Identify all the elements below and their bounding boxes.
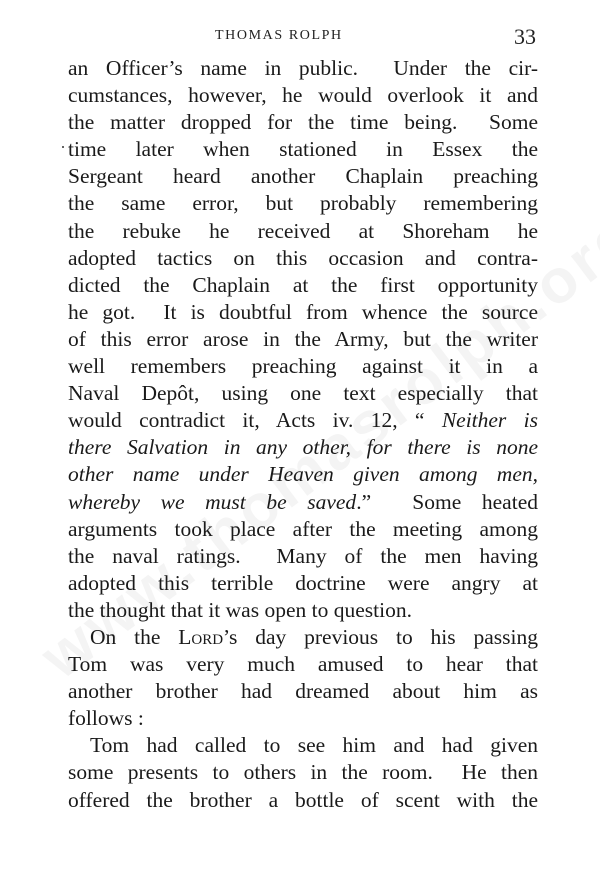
running-title: THOMAS ROLPH bbox=[215, 28, 343, 43]
text-line bbox=[68, 82, 538, 109]
text-line bbox=[68, 407, 538, 434]
text-segment: he got. It is doubtful from whence the source bbox=[68, 299, 538, 324]
text-segment: Sergeant heard another Chaplain preaching bbox=[68, 164, 538, 189]
body-text bbox=[68, 55, 538, 814]
text-segment: Tom was very much amused to hear that bbox=[68, 652, 538, 677]
text-segment: the matter dropped for the time being. Some bbox=[68, 110, 538, 135]
text-segment: would contradict it, Acts iv. 12, “ bbox=[68, 408, 442, 433]
text-line bbox=[68, 272, 538, 299]
text-segment: .” Some heated bbox=[356, 489, 538, 514]
text-segment: the rebuke he received at Shoreham he bbox=[68, 218, 538, 243]
text-segment: arguments took place after the meeting among bbox=[68, 516, 538, 541]
page-header bbox=[0, 22, 600, 52]
text-segment: cumstances, however, he would overlook it and bbox=[68, 83, 538, 108]
text-line bbox=[68, 597, 538, 624]
text-line bbox=[68, 489, 538, 516]
text-line bbox=[68, 787, 538, 814]
text-line bbox=[68, 570, 538, 597]
text-line bbox=[68, 55, 538, 82]
text-segment: Neither is bbox=[441, 408, 538, 433]
text-segment: the thought that it was open to question. bbox=[68, 597, 412, 622]
text-line bbox=[68, 190, 538, 217]
text-line bbox=[68, 516, 538, 543]
text-segment: Lord bbox=[178, 624, 224, 649]
text-segment: time later when stationed in Essex the bbox=[68, 137, 538, 162]
text-line bbox=[68, 732, 538, 759]
text-segment: On the bbox=[90, 624, 179, 649]
text-line bbox=[68, 434, 538, 461]
text-line bbox=[68, 218, 538, 245]
text-line bbox=[68, 651, 538, 678]
text-segment: well remembers preaching against it in a bbox=[68, 354, 538, 379]
text-line bbox=[68, 380, 538, 407]
text-segment: some presents to others in the room. He then bbox=[68, 760, 538, 785]
text-line bbox=[68, 163, 538, 190]
text-segment: ’s day previous to his passing bbox=[223, 624, 538, 649]
page-number: 33 bbox=[514, 24, 536, 49]
text-line bbox=[68, 624, 538, 651]
text-line bbox=[68, 705, 538, 732]
text-segment: the naval ratings. Many of the men having bbox=[68, 543, 538, 568]
text-segment: an Officer’s name in public. Under the cir- bbox=[68, 56, 538, 80]
text-segment: offered the brother a bottle of scent with the bbox=[68, 787, 538, 812]
text-line bbox=[68, 136, 538, 163]
text-segment: another brother had dreamed about him as bbox=[68, 679, 538, 704]
text-line bbox=[68, 461, 538, 488]
text-line bbox=[68, 245, 538, 272]
text-segment: adopted this terrible doctrine were angry at bbox=[68, 570, 538, 595]
text-line bbox=[68, 326, 538, 353]
text-segment: follows : bbox=[68, 706, 144, 731]
text-segment: other name under Heaven given among men, bbox=[68, 462, 538, 487]
text-segment: whereby we must be saved bbox=[68, 489, 357, 514]
text-segment: adopted tactics on this occasion and contra- bbox=[68, 245, 538, 270]
text-line bbox=[68, 299, 538, 326]
text-line bbox=[68, 678, 538, 705]
text-segment: the same error, but probably remembering bbox=[68, 191, 538, 216]
text-line bbox=[68, 109, 538, 136]
text-segment: Naval Depôt, using one text especially that bbox=[68, 381, 538, 406]
text-segment: Tom had called to see him and had given bbox=[90, 733, 538, 758]
text-line bbox=[68, 759, 538, 786]
stray-mark bbox=[62, 146, 64, 148]
text-line bbox=[68, 543, 538, 570]
text-segment: there Salvation in any other, for there is none bbox=[68, 435, 538, 460]
text-line bbox=[68, 353, 538, 380]
text-segment: dicted the Chaplain at the first opportunity bbox=[68, 272, 538, 297]
text-segment: of this error arose in the Army, but the writer bbox=[68, 326, 538, 351]
